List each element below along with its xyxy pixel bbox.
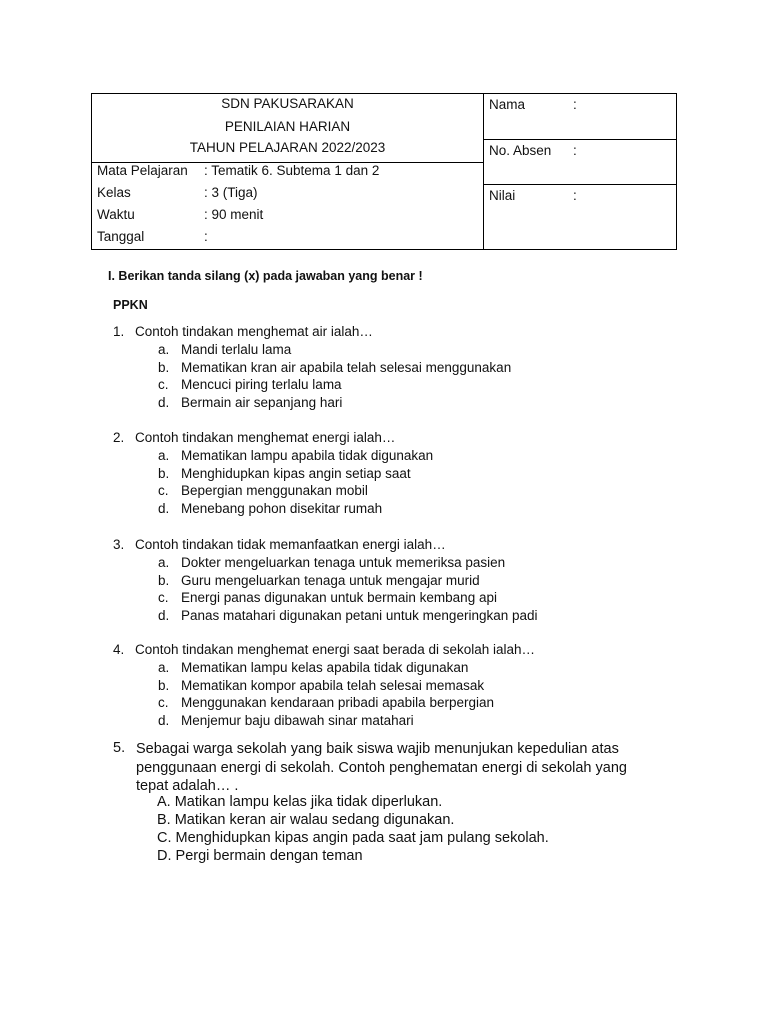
option-text: Energi panas digunakan untuk bermain kembang api (181, 590, 497, 606)
question-number: 1. (113, 324, 125, 339)
option-letter: d. (158, 500, 170, 516)
subject-heading: PPKN (113, 298, 148, 312)
option-a[interactable]: A. Matikan lampu kelas jika tidak diperlukan. (157, 794, 443, 810)
option-letter: d. (158, 394, 170, 410)
question-text: Contoh tindakan menghemat air ialah… (135, 324, 373, 339)
question-text: Contoh tindakan menghemat energi saat berada di sekolah ialah… (135, 642, 536, 657)
option-letter: c. (158, 483, 169, 499)
option-text: Bepergian menggunakan mobil (181, 483, 368, 499)
option-letter: d. (158, 712, 170, 728)
option-text: Mandi terlalu lama (181, 342, 292, 357)
question-number: 3. (113, 537, 125, 552)
option-letter: b. (158, 572, 170, 588)
field-label: Nama (489, 97, 526, 112)
option-letter: a. (158, 342, 170, 357)
school-year: TAHUN PELAJARAN 2022/2023 (189, 140, 386, 155)
option-text: Menggunakan kendaraan pribadi apabila berpergian (181, 695, 494, 711)
school-name: SDN PAKUSARAKAN (221, 96, 354, 111)
option-letter: a. (158, 660, 170, 675)
info-label: Waktu (97, 207, 135, 222)
option-text: Mematikan lampu kelas apabila tidak digunakan (181, 660, 469, 675)
question-text: Sebagai warga sekolah yang baik siswa wajib menunjukan kepedulian atas penggunaan energi di sekolah. Contoh penghematan energi di sekolah yang tepat adalah… . (136, 741, 627, 794)
field-colon: : (573, 97, 577, 112)
info-label: Mata Pelajaran (97, 163, 188, 178)
instruction-text: I. Berikan tanda silang (x) pada jawaban yang benar ! (108, 269, 423, 283)
info-value: : 3 (Tiga) (204, 185, 258, 200)
option-text: Mencuci piring terlalu lama (181, 377, 342, 393)
info-label: Tanggal (97, 229, 145, 244)
field-label: Nilai (489, 188, 516, 203)
option-letter: c. (158, 590, 169, 606)
option-text: Guru mengeluarkan tenaga untuk mengajar murid (181, 572, 480, 588)
option-b[interactable]: B. Matikan keran air walau sedang digunakan. (157, 812, 455, 828)
option-letter: a. (158, 448, 170, 463)
option-text: Menjemur baju dibawah sinar matahari (181, 712, 414, 728)
option-letter: a. (158, 555, 170, 570)
header-table (91, 93, 677, 250)
option-text: Mematikan kompor apabila telah selesai memasak (181, 677, 485, 693)
option-letter: b. (158, 359, 170, 375)
info-value: : (204, 229, 208, 244)
option-text: Dokter mengeluarkan tenaga untuk memeriksa pasien (181, 555, 506, 570)
option-letter: c. (158, 695, 169, 711)
option-c[interactable]: C. Menghidupkan kipas angin pada saat jam pulang sekolah. (157, 830, 549, 846)
option-list (157, 794, 549, 866)
info-value: : 90 menit (204, 207, 264, 222)
option-d[interactable]: D. Pergi bermain dengan teman (157, 848, 363, 864)
option-text: Panas matahari digunakan petani untuk mengeringkan padi (181, 607, 538, 623)
field-label: No. Absen (489, 143, 552, 158)
option-text: Mematikan kran air apabila telah selesai menggunakan (181, 359, 512, 375)
question-number: 2. (113, 430, 125, 445)
option-text: Menebang pohon disekitar rumah (181, 500, 383, 516)
option-text: Bermain air sepanjang hari (181, 394, 343, 410)
option-letter: b. (158, 465, 170, 481)
info-label: Kelas (97, 185, 131, 200)
exam-title: PENILAIAN HARIAN (224, 119, 351, 134)
option-letter: b. (158, 677, 170, 693)
option-letter: d. (158, 607, 170, 623)
school-title-block (92, 94, 483, 163)
question-number: 5. (113, 740, 126, 756)
info-value: : Tematik 6. Subtema 1 dan 2 (204, 163, 380, 178)
field-colon: : (573, 143, 577, 158)
option-letter: c. (158, 377, 169, 393)
question-number: 4. (113, 642, 125, 657)
option-text: Mematikan lampu apabila tidak digunakan (181, 448, 434, 463)
field-colon: : (573, 188, 577, 203)
question-text: Contoh tindakan tidak memanfaatkan energi ialah… (135, 537, 446, 552)
absence-number-field[interactable] (483, 140, 676, 185)
score-field[interactable] (483, 185, 676, 249)
name-field[interactable] (483, 94, 676, 140)
header-left-column (92, 94, 484, 249)
option-text: Menghidupkan kipas angin setiap saat (181, 465, 411, 481)
question-text: Contoh tindakan menghemat energi ialah… (135, 430, 396, 445)
